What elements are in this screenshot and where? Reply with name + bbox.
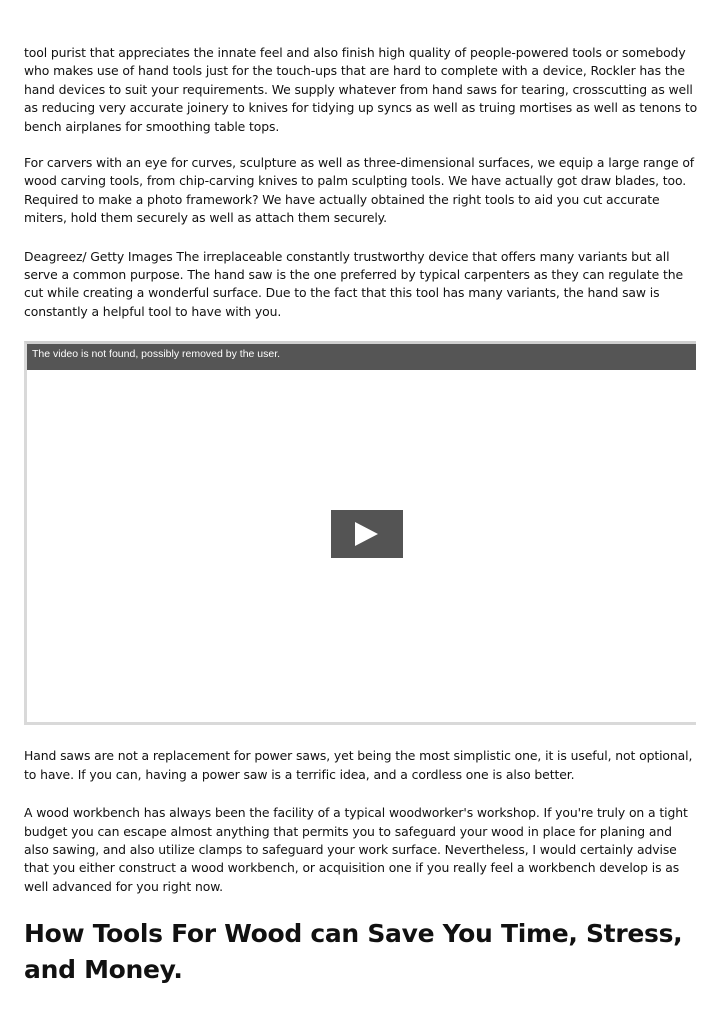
play-triangle-icon bbox=[353, 521, 379, 547]
paragraph-2: For carvers with an eye for curves, sculpture as well as three-dimensional surfaces, we equip a large range of wood carving tools, from chip-carving knives to palm sculpting tools. We have actually got draw blades, too. Required to make a photo framework? We have actually obtained the right tools to aid you cut accurate miters, hold them securely as well as attach them securely. bbox=[24, 155, 695, 226]
paragraph-4: Hand saws are not a replacement for power saws, yet being the most simplistic one, it is useful, not optional, to have. If you can, having a power saw is a terrific idea, and a cordless one is also better. bbox=[24, 748, 693, 782]
article-body bbox=[24, 44, 700, 988]
video-embed[interactable] bbox=[24, 341, 696, 725]
paragraph-5: A wood workbench has always been the facility of a typical woodworker's workshop. If you're truly on a tight budget you can escape almost anything that permits you to safeguard your wood in place for planing and also sawing, and also utilize clamps to safeguard your work surface. Nevertheless, I would certainly advise that you either construct a wood workbench, or acquisition one if you really feel a workbench develop is as well advanced for you right now. bbox=[24, 805, 688, 894]
section-heading: How Tools For Wood can Save You Time, Stress, and Money. bbox=[24, 919, 683, 985]
video-error-bar bbox=[27, 344, 696, 370]
paragraph-1: tool purist that appreciates the innate feel and also finish high quality of people-powered tools or somebody who makes use of hand tools just for the touch-ups that are hard to complete with a device, Rockler has the hand devices to suit your requirements. We supply whatever from hand saws for tearing, crosscutting as well as reducing very accurate joinery to knives for tidying up syncs as well as truing mortises as well as tenons to bench airplanes for smoothing table tops. bbox=[24, 45, 698, 134]
paragraph-3: Deagreez/ Getty Images The irreplaceable constantly trustworthy device that offers many variants but all serve a common purpose. The hand saw is the one preferred by typical carpenters as they can regulate the cut while creating a wonderful surface. Due to the fact that this tool has many variants, the hand saw is constantly a helpful tool to have with you. bbox=[24, 248, 684, 319]
video-error-message: The video is not found, possibly removed by the user. bbox=[32, 348, 281, 361]
play-button[interactable] bbox=[331, 510, 403, 558]
